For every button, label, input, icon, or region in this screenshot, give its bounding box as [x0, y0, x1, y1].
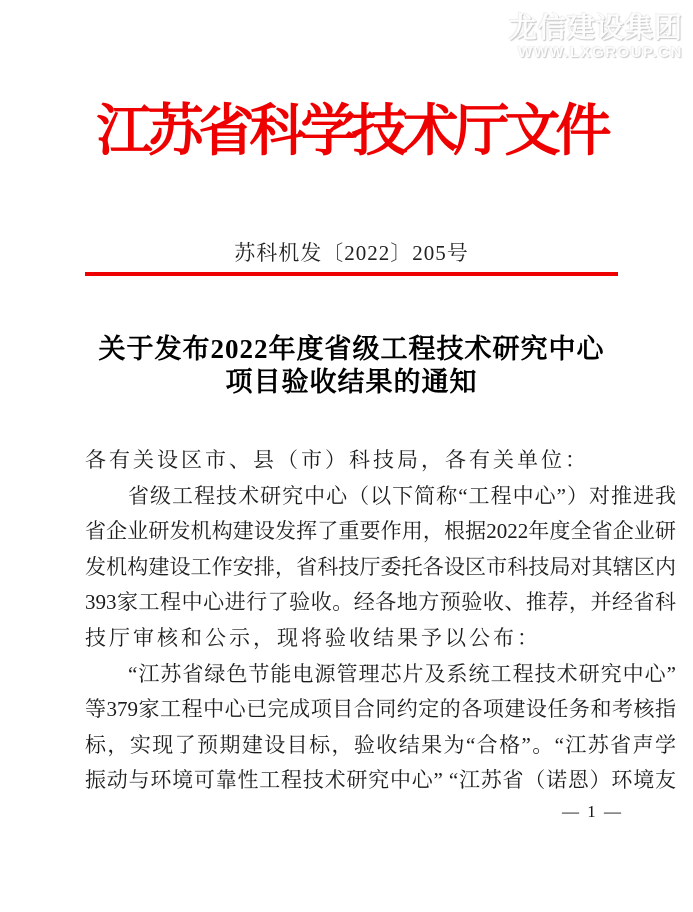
page-number: — 1 —: [562, 802, 623, 821]
body-line: 振动与环境可靠性工程技术研究中心” “江苏省（诺恩）环境友: [85, 768, 676, 793]
body-line: 省企业研发机构建设发挥了重要作用，根据2022年度全省企业研: [85, 519, 676, 544]
document-title-line-1: 关于发布2022年度省级工程技术研究中心: [98, 334, 605, 364]
document-title-line-2: 项目验收结果的通知: [225, 367, 478, 397]
body-line: 技厅审核和公示，现将验收结果予以公布：: [85, 625, 541, 650]
watermark-website: WWW.LXGROUP.CN: [518, 44, 683, 61]
body-line: “江苏省绿色节能电源管理芯片及系统工程技术研究中心”: [128, 661, 676, 686]
body-line: 省级工程技术研究中心（以下简称“工程中心”）对推进我: [128, 483, 676, 508]
body-line: 等379家工程中心已完成项目合同约定的各项建设任务和考核指: [85, 697, 676, 722]
document-body: [85, 443, 676, 799]
body-line: 各有关设区市、县（市）科技局，各有关单位：: [85, 448, 589, 472]
agency-letterhead-title: 江苏省科学技术厅文件: [96, 101, 607, 163]
body-line: 发机构建设工作安排，省科技厅委托各设区市科技局对其辖区内: [85, 554, 676, 579]
document-title: [85, 333, 618, 399]
body-line: 标，实现了预期建设目标，验收结果为“合格”。“江苏省声学: [85, 732, 676, 757]
document-reference-number: 苏科机发〔2022〕205号: [234, 241, 469, 265]
red-divider-line: [85, 272, 618, 276]
watermark-company-name: 龙信建设集团: [508, 12, 683, 43]
company-watermark: [509, 12, 683, 61]
body-line: 393家工程中心进行了验收。经各地方预验收、推荐，并经省科: [85, 590, 676, 615]
